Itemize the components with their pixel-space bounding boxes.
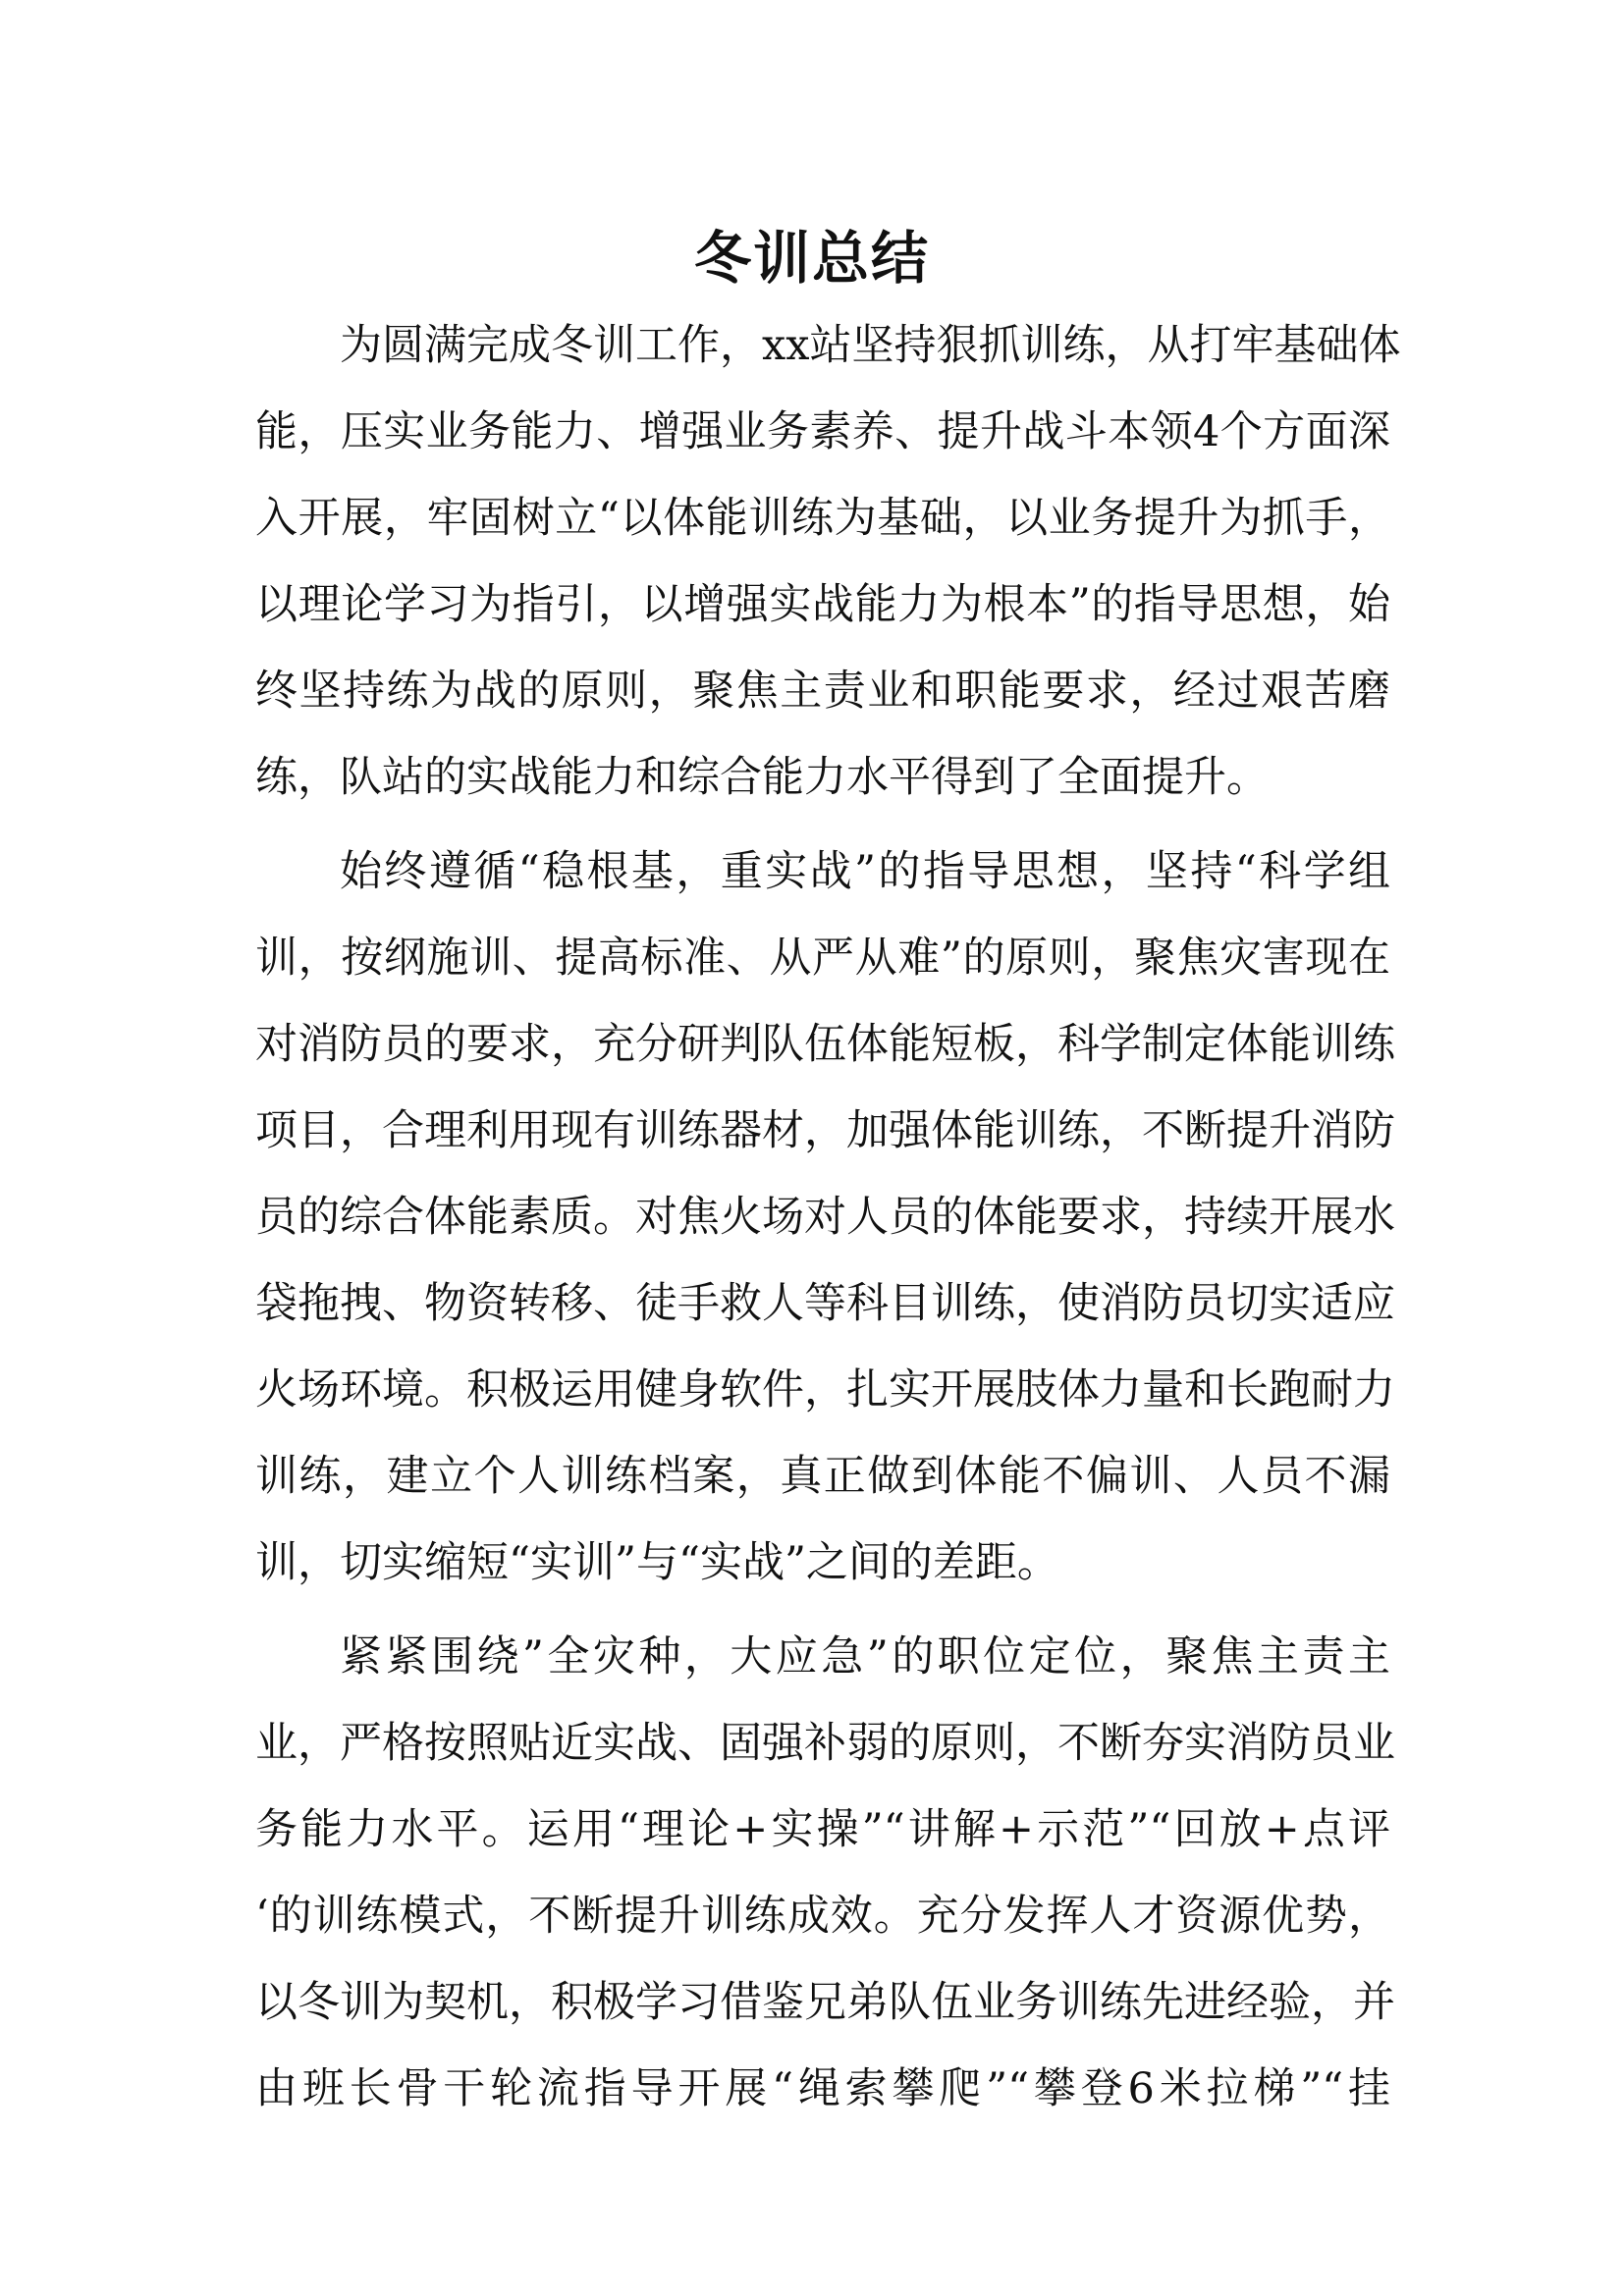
- paragraph-line: 训练，建立个人训练档案，真正做到体能不偏训、人员不漏: [255, 1452, 1390, 1501]
- paragraph-line: 以冬训为契机，积极学习借鉴兄弟队伍业务训练先进经验，并: [255, 1978, 1395, 2027]
- paragraph-line: 终坚持练为战的原则，聚焦主责业和职能要求，经过艰苦磨: [255, 667, 1390, 716]
- document-title: 冬训总结: [693, 225, 930, 292]
- paragraph-line: 始终遵循“稳根基，重实战”的指导思想，坚持“科学组: [340, 847, 1390, 896]
- paragraph-1: [255, 302, 1401, 821]
- paragraph-line: 练，队站的实战能力和综合能力水平得到了全面提升。: [255, 753, 1269, 802]
- paragraph-line: 火场环境。积极运用健身软件，扎实开展肢体力量和长跑耐力: [255, 1365, 1395, 1415]
- paragraph-line: 训，切实缩短“实训”与“实战”之间的差距。: [255, 1538, 1059, 1587]
- paragraph-line: 业，严格按照贴近实战、固强补弱的原则，不断夯实消防员业: [255, 1719, 1395, 1768]
- paragraph-line: 由班长骨干轮流指导开展“绳索攀爬”“攀登6米拉梯”“挂: [255, 2064, 1390, 2113]
- paragraph-line: 袋拖拽、物资转移、徒手救人等科目训练，使消防员切实适应: [255, 1279, 1395, 1328]
- paragraph-line: 能，压实业务能力、增强业务素养、提升战斗本领4个方面深: [255, 407, 1390, 456]
- paragraph-line: 紧紧围绕”全灾种，大应急”的职位定位，聚焦主责主: [340, 1632, 1390, 1682]
- paragraph-2: [255, 828, 1395, 1606]
- paragraph-spacer: [255, 1606, 1390, 1614]
- paragraph-spacer: [255, 821, 1390, 828]
- paragraph-line: 项目，合理利用现有训练器材，加强体能训练，不断提升消防: [255, 1106, 1395, 1155]
- paragraph-line: 务能力水平。运用“理论+实操”“讲解+示范”“回放+点评: [255, 1805, 1390, 1854]
- paragraph-line: ‘的训练模式，不断提升训练成效。充分发挥人才资源优势，: [255, 1892, 1390, 1941]
- paragraph-line: 入开展，牢固树立“以体能训练为基础，以业务提升为抓手，: [255, 494, 1390, 543]
- paragraph-3: [255, 1614, 1395, 2132]
- paragraph-line: 为圆满完成冬训工作，xx站坚持狠抓训练，从打牢基础体: [340, 321, 1401, 370]
- paragraph-line: 员的综合体能素质。对焦火场对人员的体能要求，持续开展水: [255, 1193, 1395, 1242]
- paragraph-line: 以理论学习为指引，以增强实战能力为根本”的指导思想，始: [255, 580, 1390, 629]
- document-body: [255, 302, 1401, 2132]
- paragraph-line: 对消防员的要求，充分研判队伍体能短板，科学制定体能训练: [255, 1020, 1395, 1069]
- paragraph-line: 训，按纲施训、提高标准、从严从难”的原则，聚焦灾害现在: [255, 934, 1390, 983]
